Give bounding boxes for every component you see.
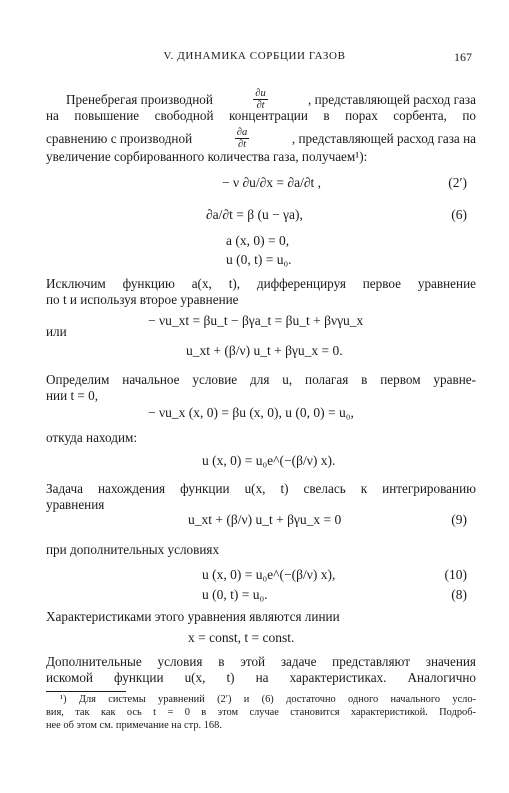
equation-init-u: u (0, t) = u₀. bbox=[226, 252, 292, 267]
paragraph-1-line-4: увеличение сорбированного количества газа, получаем¹): bbox=[46, 149, 368, 164]
page-header bbox=[0, 50, 509, 66]
equation-condition: − νu_x (x, 0) = βu (x, 0), u (0, 0) = u₀, bbox=[148, 405, 354, 420]
paragraph-1-line-2: на повышение свободной концентрации в порах сорбента, по bbox=[46, 108, 476, 123]
paragraph-7: при дополнительных условиях bbox=[46, 542, 220, 557]
equation-label-2-prime: (2′) bbox=[448, 175, 467, 190]
equation-10: u (x, 0) = u₀e^(−(β/ν) x), bbox=[202, 567, 336, 582]
paragraph-2-line-2: по t и используя второе уравнение bbox=[46, 292, 239, 307]
equation-characteristics: x = const, t = const. bbox=[188, 630, 295, 645]
paragraph-9-line-2: искомой функции u(x, t) на характеристиках. Аналогично bbox=[46, 670, 476, 685]
equation-label-9: (9) bbox=[451, 512, 467, 527]
paragraph-2-line-1: Исключим функцию a(x, t), дифференцируя первое уравнение bbox=[46, 276, 476, 291]
p1-text-c: сравнению с производной bbox=[46, 130, 193, 146]
paragraph-8: Характеристиками этого уравнения являются линии bbox=[46, 609, 340, 624]
footnote-line-2: вия, так как ось t = 0 в этом случае становится характеристикой. Подроб- bbox=[46, 707, 476, 718]
paragraph-1-line-3 bbox=[46, 127, 476, 150]
paragraph-6-line-2: уравнения bbox=[46, 497, 105, 512]
paragraph-6-line-1: Задача нахождения функции u(x, t) свелась к интегрированию bbox=[46, 481, 476, 496]
equation-8: u (0, t) = u₀. bbox=[202, 587, 268, 602]
page-number: 167 bbox=[454, 50, 472, 64]
word-or: или bbox=[46, 324, 67, 339]
footnote-line-1: ¹) Для системы уравнений (2′) и (6) достаточно одного начального усло- bbox=[60, 694, 476, 705]
p1-text-b: , представляющей расход газа bbox=[308, 91, 476, 107]
footnote-rule bbox=[46, 691, 126, 692]
p1-text-d: , представляющей расход газа на bbox=[291, 130, 476, 146]
equation-init-a: a (x, 0) = 0, bbox=[226, 233, 290, 248]
equation-2-prime: − ν ∂u/∂x = ∂a/∂t , bbox=[222, 175, 322, 190]
fraction-da-dt: $\frac{\partial a}{\partial t}$ bbox=[236, 127, 248, 150]
footnote-line-3: нее об этом см. примечание на стр. 168. bbox=[46, 720, 222, 731]
paragraph-5: откуда находим: bbox=[46, 430, 138, 445]
equation-label-10: (10) bbox=[444, 567, 467, 582]
equation-differentiated: − νu_xt = βu_t − βγa_t = βu_t + βνγu_x bbox=[148, 313, 364, 328]
equation-9: u_xt + (β/ν) u_t + βγu_x = 0 bbox=[188, 512, 342, 527]
fraction-du-dt: $\frac{\partial u}{\partial t}$ bbox=[255, 88, 266, 111]
paragraph-4-line-1: Определим начальное условие для u, полагая в первом уравне- bbox=[46, 372, 476, 387]
equation-reduced: u_xt + (β/ν) u_t + βγu_x = 0. bbox=[186, 343, 343, 358]
running-title: V. ДИНАМИКА СОРБЦИИ ГАЗОВ bbox=[163, 50, 346, 62]
equation-found: u (x, 0) = u₀e^(−(β/ν) x). bbox=[202, 453, 336, 468]
equation-label-8: (8) bbox=[451, 587, 467, 602]
p1-text-a: Пренебрегая производной bbox=[66, 91, 213, 107]
equation-label-6: (6) bbox=[451, 207, 467, 222]
paragraph-9-line-1: Дополнительные условия в этой задаче представляют значения bbox=[46, 654, 476, 669]
equation-6: ∂a/∂t = β (u − γa), bbox=[206, 207, 303, 222]
paragraph-4-line-2: нии t = 0, bbox=[46, 388, 99, 403]
